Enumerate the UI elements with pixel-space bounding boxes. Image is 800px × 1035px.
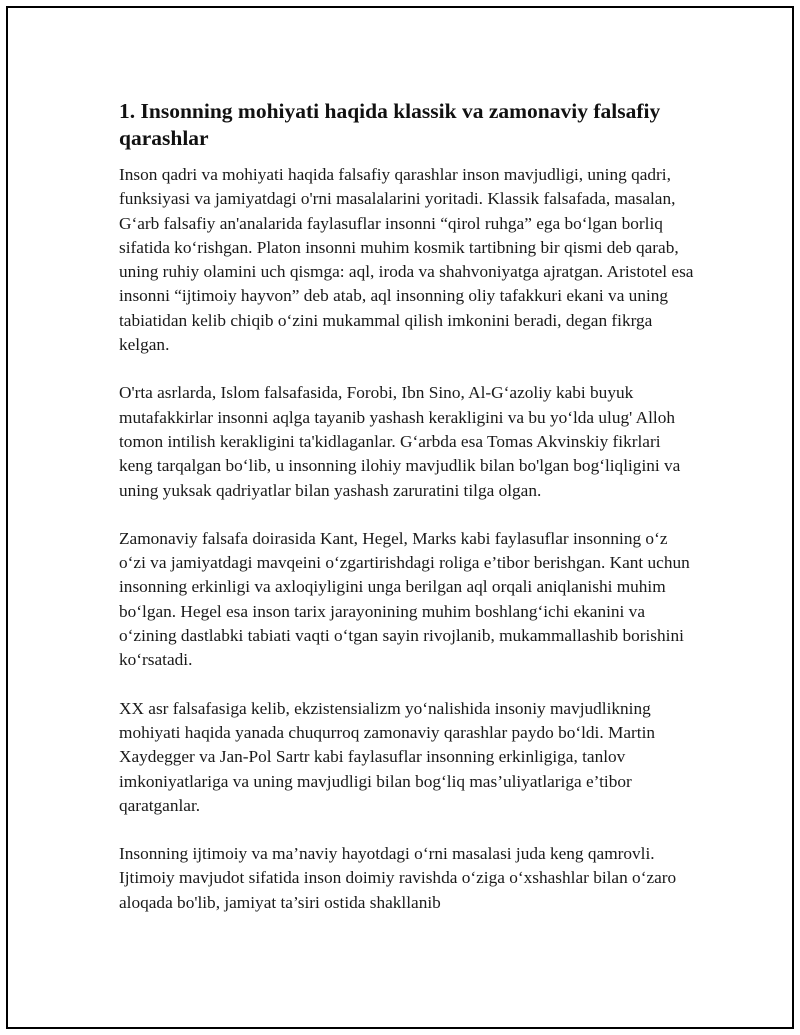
paragraph: Insonning ijtimoiy va ma’naviy hayotdagi o‘rni masalasi juda keng qamrovli. Ijtimoiy mavjudot sifatida inson doimiy ravishda o‘ziga o‘xshashlar bilan o‘zaro aloqada bo'lib, jamiyat ta’siri ostida shakllanib (119, 844, 677, 912)
page-frame (6, 6, 794, 1029)
document-body (119, 98, 694, 939)
paragraph: Zamonaviy falsafa doirasida Kant, Hegel, Marks kabi faylasuflar insonning o‘z o‘zi va jamiyatdagi mavqeini o‘zgartirishdagi roliga e’tibor berishgan. Kant uchun insonning erkinligi va axloqiyligini unga berilgan aql orqali aniqlanishi muhim bo‘lgan. Hegel esa inson tarix jarayonining muhim boshlang‘ichi ekanini va o‘zining dastlabki tabiati vaqti o‘tgan sayin rivojlanib, mukammallashib borishini ko‘rsatadi. (119, 528, 690, 670)
section-heading: 1. Insonning mohiyati haqida klassik va zamonaviy falsafiy qarashlar (119, 99, 661, 150)
paragraph: XX asr falsafasiga kelib, ekzistensializm yo‘nalishida insoniy mavjudlikning mohiyati haqida yanada chuqurroq zamonaviy qarashlar paydo bo‘ldi. Martin Xaydegger va Jan-Pol Sartr kabi faylasuflar insonning erkinligiga, tanlov imkoniyatlariga va uning mavjudligi bilan bog‘liq mas’uliyatlariga e’tibor qaratganlar. (119, 698, 656, 815)
paragraph: Inson qadri va mohiyati haqida falsafiy qarashlar inson mavjudligi, uning qadri, funksiyasi va jamiyatdagi o'rni masalalarini yoritadi. Klassik falsafada, masalan, G‘arb falsafiy an'analarida faylasuflar insonni “qirol ruhga” ega bo‘lgan borliq sifatida ko‘rishgan. Platon insonni muhim kosmik tartibning bir qismi deb qarab, uning ruhiy olamini uch qismga: aql, iroda va shahvoniyatga ajratgan. Aristotel esa insonni “ijtimoiy hayvon” deb atab, aql insonning oliy tafakkuri ekani va uning tabiatidan kelib chiqib o‘zini mukammal qilish imkonini beradi, degan fikrga kelgan. (119, 165, 694, 355)
paragraph: O'rta asrlarda, Islom falsafasida, Forobi, Ibn Sino, Al-G‘azoliy kabi buyuk mutafakkirlar insonni aqlga tayanib yashash kerakligini va bu yo‘lda ulug' Alloh tomon intilish kerakligini ta'kidlaganlar. G‘arbda esa Tomas Akvinskiy fikrlari keng tarqalgan bo‘lib, u insonning ilohiy mavjudlik bilan bo'lgan bog‘liqligini va uning yuksak qadriyatlar bilan yashash zaruratini tilga olgan. (119, 383, 681, 500)
